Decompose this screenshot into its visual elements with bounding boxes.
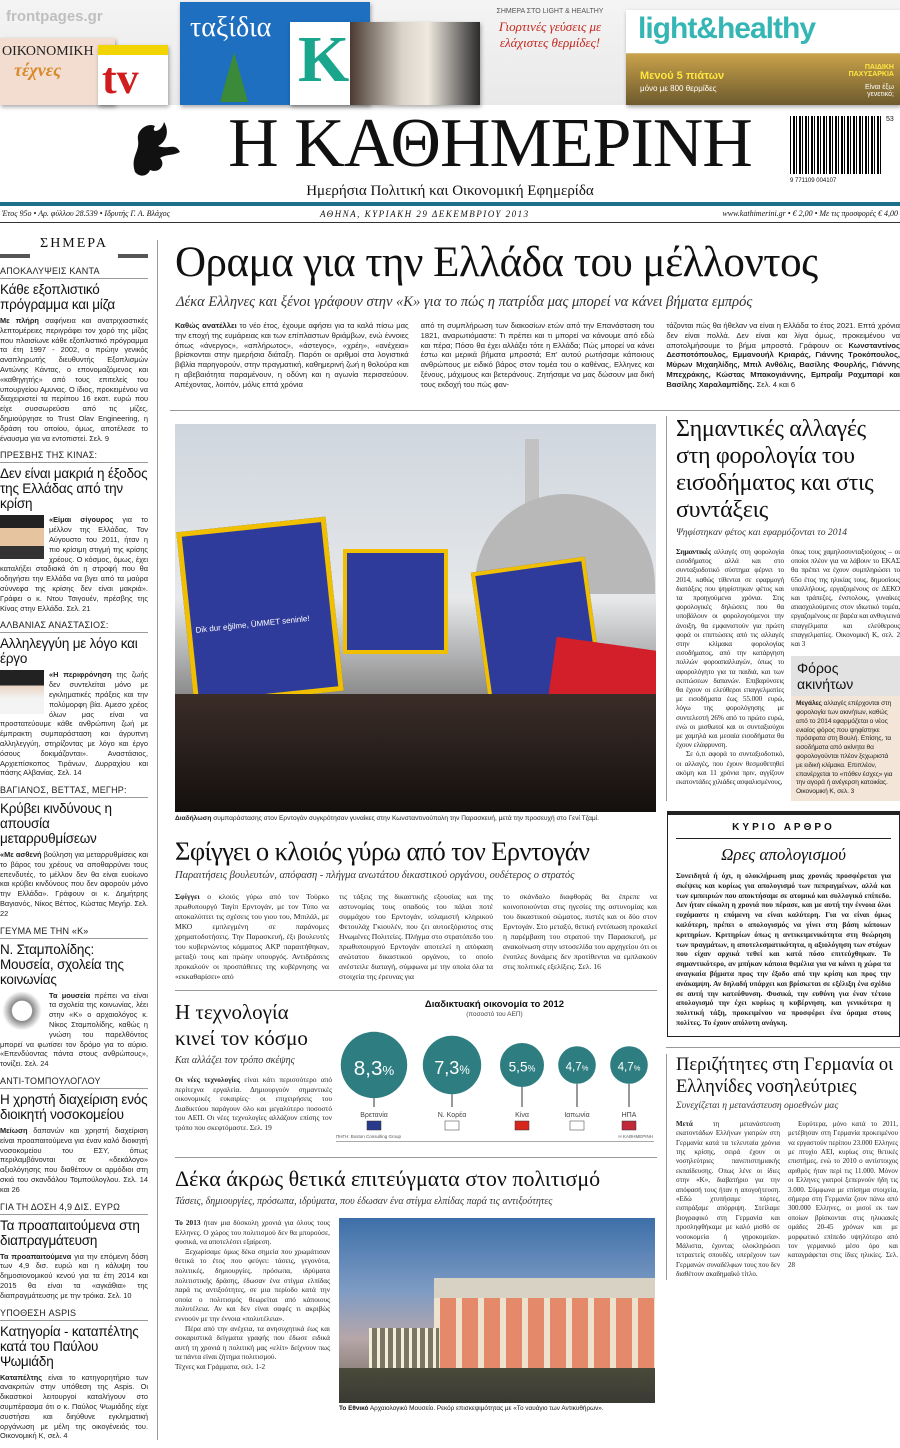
erdogan-col3: το σκάνδαλο διαφθοράς θα έπρεπε να κοινοποιούνται στις ηγεσίες της αστυνομίας και του δικαστικού σώματος, πιστές και οι δύο στον Ερντογάν. Στο μεταξύ, θετική εντύπωση προκαλεί η παρέμβαση του στρατού την Παρασκευή, με ανακοίνωση στην ιστοσελίδα του αρχηγείου ότι οι ένοπλες δυνάμεις δεν προτίθενται να εμπλακούν στις πολιτικές εξελίξεις. Σελ. 16 [503,892,657,971]
nurses-lead: Μετά [676,1119,693,1128]
nurses-text: τη μετανάστευση εκατοντάδων Ελλήνων γιατρών στη Γερμανία κατά τα τελευταία χρόνια της κρίσης, σειρά έχουν οι νοσηλεύτριες πανεπιστημιακής εκπαίδευσης. Οπως λένε οι ίδιες στην «Κ», διαβατήριο για την απόφασή τους ήταν η απογοήτευση. «Εδώ χτυπήσαμε πόρτες, εισπράξαμε απόρριψη. Στείλαμε βιογραφικό στη Γερμανία και προσληφθήκαμε με καλό μισθό σε νοσοκομεία ή γηροκομεία». Μάλιστα, έχοντας ολοκληρώσει τετραετείς σπουδές, υπερέχουν των Γερμανών συναδέλφων τους που δεν διαθέτουν ακαδημαϊκό τίτλο. [676,1119,780,1279]
editorial-box[interactable] [667,811,900,1037]
erdogan-headline[interactable]: Σφίγγει ο κλοιός γύρω από τον Ερντογάν [175,836,590,866]
flag-icon [445,1121,459,1130]
flag-icon [367,1121,381,1130]
culture-section [175,1164,657,1413]
lead-body [175,321,900,390]
tax-col2: όπως τους χαμηλοσυνταξιούχους – οι οποίοι πλέον για να λάβουν το ΕΚΑΣ θα πρέπει να έχουν συμπληρώσει το 65ο έτος της ηλικίας τους, δημοσίους υπαλλήλους, εργαζομένους σε ΔΕΚΟ και τράπεζες, ένστολους, γυναίκες απασχολούμενες στον ιδιωτικό τομέα, εργαζομένους σε βαρέα και ανθυγιεινά επαγγέλματα και ελεύθερους επαγγελματίες. Οικονομική Κ, σελ. 2 και 3 [791,547,900,649]
poster [343,549,448,654]
promo-lh-side2: Είναι έξω γενετικό; [865,84,894,98]
bubble-2 [500,1043,544,1130]
griffin-logo-icon [120,112,190,182]
poster [176,517,343,707]
sidebar-item[interactable] [0,1076,148,1195]
sidebar-headline[interactable]: Ν. Σταμπολίδης: Μουσεία, σχολεία της κοινωνίας [0,941,124,987]
erdogan-col1: ο κλοιός γύρω από τον Τούρκο πρωθυπουργό Ταγίπ Ερντογάν, με τον Τύπο να αποκαλύπτει τις σχέσεις του γιου του, Μπιλάλ, με ΜΚΟ εμπλεγμένη σε παράνομες χρηματοδοτήσεις. Την Παρασκευή, έξι βουλευτές του κυβερνώντος κόμματος ΑΚΡ παραιτήθηκαν, μεταξύ τους και πρώην υπουργός. Αντιδράσεις προκαλούν οι προσπάθειες της κυβέρνησης να «εκκαθαρίσει» από [175,892,329,981]
bubble-value-label: 4,7% [617,1060,641,1074]
property-tax-body [791,696,900,801]
promo-k-magazine[interactable] [290,22,480,105]
sidebar-kicker: ΑΛΒΑΝΙΑΣ ΑΝΑΣΤΑΣΙΟΣ: [0,620,148,633]
property-tax-title: Φόρος ακινήτων [791,656,900,696]
culture-text2: Ξεχωρίσαμε όμως δέκα σημεία που χρωμάτισαν θετικά το έτος που φεύγει: τάσεις, γεγονότα, πολιτικές, δημιουργίες, πρόσωπα, ιδρύματα πολιτιστικής δράσης, έδωσαν ένα στίγμα ελπίδας παρά τις αντιξοότητες, σε μια περίοδο κατά την οποία ο πολιτισμός θεωρείται από κάποιους πολυτέλεια. Αν και δεν είναι σαφές τι ακριβώς εννοούν με την έννοια «πολυτέλεια». [175,1246,330,1323]
promo-lh-menu2: μόνο με 800 θερμίδες [640,84,717,93]
sidebar-text: της ζωής δεν συντελείται μόνο με εγκληματικές πράξεις και την πολύμορφη βία. Αμεσο χρέος όλων μας είναι να προστατεύουμε κάθε ανθρώπινη ζωή με έμπρακτη συμπαράσταση και άγρυπνη αλληλεγγύη, στηρίζοντας με λόγο και έργο όσους δοκιμάζονται». Αναστάσιος, Αρχιεπίσκοπος Τιράνων, Δυρραχίου και πάσης Αλβανίας. Σελ. 14 [0,670,148,778]
sidebar-portrait [0,670,44,714]
culture-text: ήταν μια δύσκολη χρονιά για όλους τους Ελληνες. Ο χώρος του πολιτισμού δεν θα μπορούσε, φυσικά, να αποτελέσει εξαίρεση. [175,1218,330,1247]
nurses-subhead: Συνεχίζεται η μετανάστευση ομοεθνών μας [676,1099,839,1111]
promo-technes-title: τέχνες [14,60,62,80]
bubble-value-label: 5,5% [508,1059,536,1075]
sidebar-text: βούληση για μεταρρυθμίσεις και το βάρος του χρέους να αποθαρρύνει τους επενδυτές, το μέλλον δεν θα είναι ευοίωνο και κρύβει κινδύνους που δεν αφορούν μόνο την Ελλάδα». Γράφουν οι κ. Δημήτρης Βαγιανός, Νίκος Βέττος, Κώστας Μεγήρ. Σελ. 22 [0,850,149,918]
lead-intro: Καθώς ανατέλλει [175,321,237,330]
promo-today-label: ΣΗΜΕΡΑ ΣΤΟ LIGHT & HEALTHY [496,8,604,15]
chart-credit: Η ΚΑΘΗΜΕΡΙΝΗ [618,1134,653,1139]
promo-k-cover-photo [350,22,480,105]
erdogan-rally-photo [175,424,656,812]
sidebar-item[interactable] [0,450,148,613]
sidebar-item[interactable] [0,1202,148,1301]
promo-strip [0,0,900,105]
bubble-1 [423,1036,481,1130]
sidebar-text: δαπανών και χρηστή διαχείριση είναι προαπαιτούμενα για έναν καλό διοικητή νοσοκομείου του ΕΣΥ, όπως περιλαμβάνονται σε «δεκάλογο» αξιολόγησης που διαθέτουν οι αρμόδιοι στη σκιά του σκανδάλου Τομπούλογλου. Σελ. 14 και 26 [0,1126,148,1194]
museum-caption [339,1405,655,1413]
chart-source: ΠΗΓΗ: Boston Consulting Group [336,1134,402,1139]
property-tax-box[interactable] [791,656,900,801]
promo-taxidia-title: ταξίδια [190,12,272,43]
flag-icon [515,1121,529,1130]
sidebar-body [0,1126,148,1195]
promo-lh-title: light&healthy [638,12,816,45]
promo-light-healthy[interactable] [626,10,900,105]
barcode [790,116,882,174]
photo-caption [175,815,656,823]
middle-column [175,834,657,1413]
sidebar-item[interactable] [0,1308,148,1442]
sidebar-text: είναι το κατηγορητήριο των ανακριτών στην υπόθεση της Aspis. Οι δικαστικοί λειτουργοί καταλήγουν στο συμπέρασμα ότι ο κ. Παύλος Ψωμιάδης είχε συστήσει και διηύθυνε εγκληματική οργάνωση με μέλη της οικογένειάς του. Οικονομική Κ, σελ. 4 [0,1372,148,1441]
sidebar-lead: Καταπέλτης [0,1372,43,1382]
chart-title: Διαδικτυακή οικονομία το 2012 [424,999,565,1010]
bubble-category-label: Ν. Κορέα [437,1112,467,1119]
erdogan-col2: τις τάξεις της δικαστικής εξουσίας και της αστυνομίας τους οπαδούς του πάλαι ποτέ συμμάχου του Ερντογάν, ισλαμιστή κληρικού Φετουλάχ Γκιουλέν, που ζει αυτοεξόριστος στις Ηνωμένες Πολιτείες. Πλήγμα στο στρατόπεδο του πρωθυπουργού Ερντογάν αποτελεί η απόφαση ανώτατου δικαστικού οργάνου, το οποίο ανέστειλε διαταγή, σύμφωνα με την οποία όλα τα στοιχεία της έρευνας για [339,892,493,981]
promo-today[interactable] [490,8,610,51]
nurses-col2: Ευρύτερα, μόνο κατά το 2011, μετέβησαν στη Γερμανία προκειμένου να εργαστούν περίπου 23.000 Ελληνες με πτυχίο ΑΕΙ, κυρίως στις θετικές επιστήμες, ενώ το 2010 ο αντίστοιχος αριθμός ήταν περί τις 11.000. Μόνον οι Ελληνες γιατροί ξεπερνούν ήδη τις 3.000. Σύμφωνα με επίσημα στοιχεία, σήμερα στη Γερμανία ζουν πάνω από 300.000 Ελληνες, οι μισοί εκ των οποίων βρίσκονται στις ηλικιακές ομάδες 20-45 χρόνων και με μορφωτικό επίπεδο υψηλότερο από τον γερμανικό μέσο όρο και καταγράφεται στις ίδιες ηλικίες. Σελ. 28 [788,1119,898,1269]
promo-oikonomiki-title: ΟΙΚΟΝΟΜΙΚΗ [2,44,94,59]
culture-page-ref: Τέχνες και Γράμματα, σελ. 1-2 [175,1361,266,1371]
culture-lead: Το 2013 [175,1218,201,1227]
erdogan-subhead: Παραιτήσεις βουλευτών, απόφαση - πλήγμα ανωτάτου δικαστικού οργάνου, ουδέτερος ο στρατός [175,870,575,881]
promo-tv-title: tv [102,54,139,103]
bubble-0 [341,1032,407,1130]
lead-story [175,235,900,390]
bubble-value-label: 8,3% [353,1056,395,1080]
sidebar-kicker: ΓΙΑ ΤΗ ΔΟΣΗ 4,9 ΔΙΣ. ΕΥΡΩ [0,1202,148,1215]
sidebar-lead: Με πλήρη [0,316,39,325]
culture-headline[interactable]: Δέκα άκρως θετικά επιτεύγματα στον πολιτισμό [175,1166,601,1191]
sidebar-body [0,316,148,443]
sidebar-body [0,1252,148,1301]
sidebar-title: ΣΗΜΕΡΑ [40,236,108,251]
flag-icon [570,1121,584,1130]
promo-lh-side: ΠΑΙΔΙΚΗ ΠΑΧΥΣΑΡΚΙΑ [848,64,894,78]
tech-section [175,999,657,1149]
sidebar-kicker: ΑΝΤΙ-ΤΟΜΠΟΥΛΟΓΛΟΥ [0,1076,148,1089]
masthead-title: Η ΚΑΘΗΜΕΡΙΝΗ [228,105,752,182]
bubble-category-label: Ιαπωνία [564,1112,590,1119]
chart-plot [332,1019,657,1139]
sidebar-body [0,850,148,919]
bubble-category-label: Κίνα [515,1112,529,1119]
info-bar [0,206,900,223]
lead-col3: τάζονται πώς θα ήθελαν να είναι η Ελλάδα το έτος 2021. Επτά χρόνια δεν είναι πολλά. Δεν είναι και λίγα όμως, προκειμένου να αποτολμήσουμε το βήμα μπροστά. Γράφουν οι: [666,321,900,350]
tax-subhead: Ψηφίστηκαν φέτος και εφαρμόζονται το 2014 [676,527,848,538]
sidebar-headline[interactable]: Κατηγορία - καταπέλτης κατά του Παύλου Ψωμιάδη [0,1323,139,1369]
lead-col2: από τη συμπλήρωση των διακοσίων ετών από την Επανάσταση του 1821, αναρωτιόμαστε: Τι πρέπει και τι μπορεί να κάνουμε από εδώ και πέρα; Πόσο θα έχει αλλάξει τότε η Ελλάδα; Πώς μπορεί να κάνει έστω και μερικά βήματα μπροστά; Επ' αυτού ρωτήσαμε κάποιους ανθρώπους με ειδικό βάρος στον τομέα του ο καθένας, Ελληνες και ξένους, μάχιμους και βετεράνους. Ζητήσαμε να μας δώσουν μια δική τους εκδοχή του πώς φαν- [420,321,655,389]
sidebar-lead: Τα μουσεία [49,990,91,1000]
editorial-title: Ωρες απολογισμού [721,845,846,864]
lead-headline[interactable]: Οραμα για την Ελλάδα του μέλλοντος [175,239,818,286]
tech-body [175,1075,332,1132]
tax-lead: Σημαντικές [676,547,711,556]
issue-info: Έτος 95ο • Αρ. φύλλου 28.539 • Ιδρυτής Γ. Α. Βλάχος [2,209,170,218]
poster-text: Dik dur eğilme, ÜMMET seninle! [195,613,311,635]
erdogan-lead: Σφίγγει [175,892,200,901]
sidebar-lead: «Είμαι σίγουρος [49,515,114,525]
sidebar-headline[interactable]: Η χρηστή διαχείριση ενός διοικητή νοσοκομείου [0,1092,148,1123]
price-info: www.kathimerini.gr • € 2,00 • Με τις προσφορές € 4,00 [722,209,898,218]
sidebar-body [0,1373,148,1442]
tax-col1 [676,547,784,786]
issue-code: 53 [886,116,894,123]
column-divider [157,240,158,1440]
sidebar-text: σαφήνεια και ανατριχιαστικές λεπτομέρειες περιγράφει τον χορό της μίζας που πλαισίωνε κάθε εξοπλιστικό πρόγραμμα τα έτη 1997 - 2002, ο πρώην γενικός αναπληρωτής διευθυντής Εξοπλισμών Αντώνης Κάντας, ο επονομαζόμενος και «καθηγητής» από τους επιτελείς του υπουργείου Αμυνας. Ο ίδιος, προκειμένου να διαχειριστεί τα περίπου 16 εκατ. ευρώ που είχε συσσωρεύσει από τις μίζες, δημιούργησε το Trust Olav Engineering, η δράση του οποίου, όμως, αποτέλεσε το έναυσμα για να εντοπιστεί. Σελ. 9 [0,316,148,443]
lead-page-ref: Σελ. 4 και 6 [754,379,796,389]
sidebar-headline[interactable]: Κάθε εξοπλιστικό πρόγραμμα και μίζα [0,282,116,312]
internet-economy-chart [332,999,657,1149]
sidebar-item[interactable] [0,266,148,443]
tech-subhead: Και αλλάζει τον τρόπο σκέψης [175,1055,295,1066]
nurses-col1 [676,1120,780,1280]
bubble-4 [610,1046,648,1130]
promo-lh-menu: Μενού 5 πιάτων [640,70,725,82]
sidebar-lead: «Η περιφρόνηση [49,670,112,680]
sidebar-headline[interactable]: Δεν είναι μακριά η έξοδος της Ελλάδας από την κρίση [0,466,148,512]
sidebar-headline[interactable]: Αλληλεγγύη με λόγο και έργο [0,636,138,667]
sidebar-text: για το μέλλον της Ελλάδας. Τον Αύγουστο του 2011, ήταν η πιο κρίσιμη στιγμή της κρίσης χρέους. Ο κόσμος, όμως, έχει καταλήξει σταδιακά ότι η στροφή που θα οδηγήσει την Ελλάδα να βγει από τα μαύρα σύννεφα της κρίσης δεν είναι μακριά». Γράφει ο κ. Ντου Τσιγουέν, πρέσβης της Κίνας στην Ελλάδα. Σελ. 21 [0,515,148,613]
sidebar-item[interactable] [0,926,148,1069]
lead-authors: Κωνσταντίνος Δεσποτόπουλος, Εμμανουήλ Κριαράς, Γιάννης Τροκόπουλος, Μύρων Μιχαηλίδης, Μπιλ Ανθόλις, Βασίλης Φουρλής, Γιάννης Μπεχράκης, Κώστας Μπακογιάννης, Εμπραΐμ Ραχμπαρί και Βασίλης Χαραλαμπίδης. [666,340,900,389]
right-column [666,416,900,1280]
sidebar-headline[interactable]: Κρύβει κινδύνους η απουσία μεταρρυθμίσεων [0,801,112,847]
bubble-category-label: ΗΠΑ [621,1112,637,1119]
christmas-tree-icon [220,52,248,102]
bubble-value-label: 4,7% [565,1060,589,1074]
culture-subhead: Τάσεις, δημιουργίες, πρόσωπα, ιδρύματα, που έδωσαν ένα στίγμα ελπίδας παρά τις αντιξοότητες [175,1196,553,1207]
sidebar-kicker: ΓΕΥΜΑ ΜΕ ΤΗΝ «Κ» [0,926,148,939]
sidebar-headline[interactable]: Τα προαπαιτούμενα στη διαπραγμάτευση [0,1217,140,1248]
sidebar-kicker: ΑΠΟΚΑΛΥΨΕΙΣ ΚΑΝΤΑ [0,266,148,279]
museum-caption-text: Αρχαιολογικό Μουσείο. Ρεκόρ επισκεψιμότητας με «Το ναυάγιο των Αντικυθήρων». [368,1405,604,1412]
culture-text3: Πέρα από την ανέχεια, τα ανησυχητικά έως και σοκαριστικά δείγματα γραφής που έδωσε ειδικά αυτή τη χρονιά η πολιτική μας «ελίτ» δείχνουν πως τα πάντα είναι ζήτημα πολιτισμού. [175,1323,330,1362]
editorial-label: ΚΥΡΙΟ ΑΡΘΡΟ [676,821,891,839]
bubble-value-label: 7,3% [434,1057,470,1078]
property-tax-lead: Μεγάλες [796,700,822,708]
sidebar-lead: «Με ασθενή [0,850,42,860]
nurses-headline[interactable]: Περιζήτητες στη Γερμανία οι Ελληνίδες νοσηλεύτριες [676,1054,894,1097]
sidebar-lead: Τα προαπαιτούμενα [0,1251,72,1261]
promo-tv[interactable] [98,45,168,105]
sidebar-item[interactable] [0,620,148,778]
nurses-section [666,1054,900,1280]
sidebar-lead: Μείωση [0,1126,28,1136]
tax-text2: Σε ό,τι αφορά το συνταξιοδοτικό, οι αλλαγές, που έχουν θεσμοθετηθεί ακόμη και 11 χρόνια πριν, αγγίζουν εκατοντάδες χιλιάδες ασφαλισμένους, [676,749,784,787]
museum-caption-lead: Το Εθνικό [339,1405,369,1412]
bubble-category-label: Βρετανία [360,1112,388,1119]
barcode-number: 9 771109 004107 [790,178,837,184]
editorial-text: Συνειδητά ή όχι, η ολοκλήρωση μιας χρονιάς προσφέρεται για σκέψεις και κυρίως για απολογισμό των πεπραγμένων, αλλά και των εμπειριών που αποκτήσαμε σε ατομικό και συλλογικό επίπεδο. Δεν ήταν εύκολη η χρονιά που πέρασε, και με αυτή την έννοια όλοι ευχόμαστε η επόμενη να είναι καλύτερη. Για να είναι όμως καλύτερη, πρέπει ο απολογισμός να γίνει στη βάση κάποιων κριτηρίων. Κριτηρίων όπως η αντικειμενικότητα στη θεώρηση των πραγμάτων, η αποτελεσματικότητα, η αξιολόγηση των στόχων που είχαν αρχικά τεθεί και κατά πόσο επιτεύχθηκαν. Το σημαντικότερο, αν μπήκαν κάποια θεμέλια για να κάνει η χώρα τα αναγκαία βήματα προς την έξοδο από την κρίση και προς την ανάκαμψη. Αν δηλαδή υπάρχει και βρίσκεται σε εξέλιξη ένα σχέδιο σε αυτή την κατεύθυνση. Φυσικά, την ευθύνη για έναν τέτοιο απολογισμό την έχει κυρίως η κυβέρνηση, και γενικότερα η πολιτική τάξη, προκειμένου να προσφέρει ένα όραμα στους πολίτες. Το έχουν απόλυτη ανάγκη. [676,871,891,1027]
bubble-3 [558,1046,596,1130]
lead-col1: το νέο έτος, έχουμε αφήσει για τα καλά πίσω μας την εποχή της ευμάρειας και των επίπλαστων θριάμβων, ενώ έννοιες όπως «άνεργος», «απλήρωτος», «άστεγος», «χρέη», «ανέχεια» βρίσκονται στην ημερήσια διάταξη. Παρότι οι αριθμοί στα λογιστικά βιβλία παρηγορούν, στην πραγματική, καθημερινή ζωή η θολούρα και η αβεβαιότητα παραμένουν, η οδύνη και η αγωνία περισσεύουν. Απέχοντας, λοιπόν, μόλις επτά χρόνια [175,321,409,389]
tax-text: αλλαγές στη φορολογία εισοδήματος αλλά και στο συνταξιοδοτικό σύστημα φέρνει το 2014, καθώς τίθενται σε εφαρμογή διατάξεις που ψηφίστηκαν φέτος και τα προηγούμενα χρόνια. Στις φορολογικές δηλώσεις που θα υποβάλουν οι φορολογούμενοι την άνοιξη, θα εμφανιστούν για πρώτη φορά οι επιπτώσεις από τις αλλαγές στην κλίμακα φορολογίας εισοδήματος, από την κατάργηση πολλών φοροαπαλλαγών, όπως το αφορολόγητο για τα παιδιά, και των εκπτώσεων δαπανών. Επιβαρύνσεις θα έχουν οι ελεύθεροι επαγγελματίες με εισοδήματα έως 55.000 ευρώ, λόγω της φορολόγησης με συντελεστή 26% από το πρώτο ευρώ, ενώ οι μισθωτοί και οι συνταξιούχοι με χαμηλά και μεσαία εισοδήματα θα έχουν ελάφρυνση. [676,547,784,750]
culture-body [175,1218,330,1413]
issue-date: ΑΘΗΝΑ, ΚΥΡΙΑΚΗ 29 ΔΕΚΕΜΒΡΙΟΥ 2013 [320,209,530,219]
sidebar-portrait [0,991,44,1035]
tax-section [666,416,900,801]
tech-headline[interactable]: Η τεχνολογία κινεί τον κόσμο [175,1000,308,1050]
erdogan-body [175,892,657,982]
tech-text: είναι κάτι περισσότερο από περίτεχνα εργαλεία. Δημιουργούν σημαντικές οικονομικές ευκαιρίες· οι επιχειρήσεις του Διαδικτύου παράγουν όλο και μεγαλύτερο ποσοστό του ΑΕΠ. Οι νέες τεχνολογίες αλλάζουν επίσης τον τρόπο που σκεφτόμαστε. Σελ. 19 [175,1075,332,1132]
property-tax-text: αλλαγές επέρχονται στη φορολογία των ακινήτων, καθώς από το 2014 εφαρμόζεται ο νέος ενιαίος φόρος που ψηφίστηκε πρόσφατα στη Βουλή. Επίσης, τα εισοδήματα από ακίνητα θα φορολογούνται πλέον ξεχωριστά με ειδική κλίμακα. Επιπλέον, επανέρχεται το «πόθεν έσχες» για την αγορά ή ανέγερση κατοικίας. Οικονομική Κ, σελ. 3 [796,700,893,796]
sidebar-item[interactable] [0,785,148,919]
caption-text: συμπαράστασης στον Ερντογάν συγκρότησαν γυναίκες στην Κωνσταντινούπολη την Παρασκευή, μετά την προσευχή στο Γενί Τζαμί. [211,815,599,822]
sidebar-text: για την επόμενη δόση των 4,9 δισ. ευρώ και η κάλυψη του δημοσιονομικού κενού για τα έτη 2014 και 2015 θα είναι τα «αγκάθια» της διαπραγμάτευσης με την τρόικα. Σελ. 10 [0,1251,149,1300]
promo-k-title: K [298,23,350,96]
sidebar-kicker: ΒΑΓΙΑΝΟΣ, ΒΕΤΤΑΣ, ΜΕΓΗΡ: [0,785,148,798]
flag-icon [622,1121,636,1130]
watermark: frontpages.gr [6,8,103,25]
lead-subhead: Δέκα Ελληνες και ξένοι γράφουν στην «Κ» για το πώς η πατρίδα μας μπορεί να κάνει βήματα εμπρός [176,294,753,310]
sidebar-portrait [0,515,44,559]
sidebar-today [0,236,148,1448]
tech-lead: Οι νέες τεχνολογίες [175,1075,240,1084]
chart-subtitle: (ποσοστό του ΑΕΠ) [466,1011,523,1018]
museum-photo [339,1218,655,1403]
sidebar-kicker: ΥΠΟΘΕΣΗ ASPIS [0,1308,148,1321]
caption-lead: Διαδήλωση [175,815,212,822]
sidebar-kicker: ΠΡΕΣΒΗΣ ΤΗΣ ΚΙΝΑΣ: [0,450,148,463]
tax-headline[interactable]: Σημαντικές αλλαγές στη φορολογία του εισοδήματος και στις συντάξεις [676,416,874,523]
promo-today-text: Γιορτινές γεύσεις με ελάχιστες θερμίδες! [498,19,602,50]
sidebar-text: πρέπει να είναι τα σχολεία της κοινωνίας, λέει στην «Κ» ο αρχαιολόγος κ. Νίκος Σταμπολίδης, καθώς η γνώση του παρελθόντος μπορεί να φωτίσει τον δρόμο για το αύριο. «Επενδύοντας πάντα στους ανθρώπους», τονίζει. Σελ. 24 [0,990,148,1069]
masthead-subtitle: Ημερήσια Πολιτική και Οικονομική Εφημερίδα [306,183,594,199]
